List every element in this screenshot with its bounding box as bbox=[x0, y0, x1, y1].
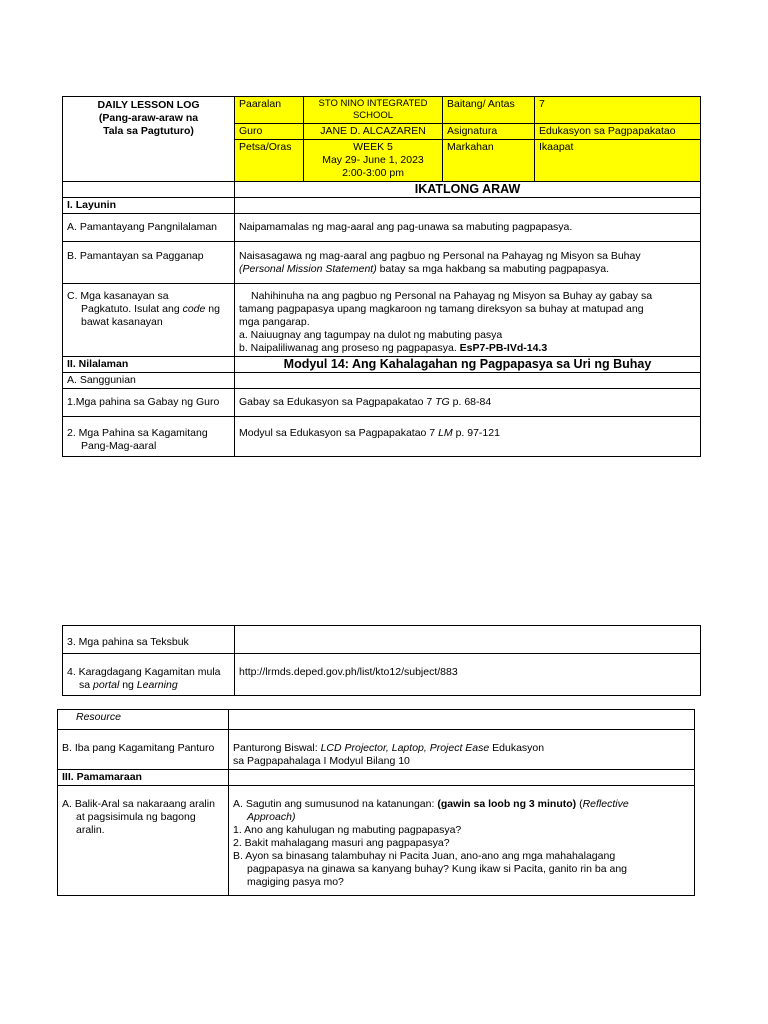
kagamitan-value bbox=[235, 417, 701, 457]
balik-line-1: A. Balik-Aral sa nakaraang aralin bbox=[62, 798, 215, 810]
pangnilalaman-label bbox=[63, 214, 235, 242]
kagamitan-value-italic: LM bbox=[438, 427, 453, 439]
iba-label-text: B. Iba pang Kagamitang Panturo bbox=[62, 742, 215, 754]
kasanayan-label bbox=[63, 284, 235, 357]
kasanayan-value bbox=[235, 284, 701, 357]
kagamitan-label bbox=[63, 417, 235, 457]
kasanayan-line-2b: ng bbox=[205, 303, 220, 315]
kasanayan-line-2 bbox=[67, 303, 230, 316]
question-b-line-2: pagpapasya na ginawa sa kanyang buhay? Kung ikaw si Pacita, ganito rin ba ang bbox=[247, 863, 628, 875]
guro-label: Guro bbox=[235, 124, 304, 140]
markahan-value: Ikaapat bbox=[535, 140, 701, 182]
balik-label bbox=[58, 786, 229, 896]
asignatura-value: Edukasyon sa Pagpapakatao bbox=[535, 124, 701, 140]
karagdagan-label bbox=[63, 654, 235, 696]
pangnilalaman-value-text: Naipamamalas ng mag-aaral ang pag-unawa sa mabuting pagpapasya. bbox=[239, 221, 573, 233]
question-1: 1. Ano ang kahulugan ng mabuting pagpapasya? bbox=[233, 824, 462, 836]
pagganap-label bbox=[63, 242, 235, 284]
paaralan-label: Paaralan bbox=[235, 97, 304, 124]
pangnilalaman-value bbox=[235, 214, 701, 242]
balik-a-paren: ( bbox=[576, 798, 583, 810]
kasanayan-value-line-1: Nahihinuha na ang pagbuo ng Personal na Pahayag ng Misyon sa Buhay ay gabay sa bbox=[251, 290, 653, 302]
procedure-table bbox=[57, 709, 695, 896]
kasanayan-value-b bbox=[239, 342, 696, 355]
iba-value-line-1 bbox=[233, 742, 690, 755]
gabay-value-b: p. 68-84 bbox=[449, 396, 492, 408]
balik-a-italic1: Reflective bbox=[582, 798, 629, 810]
pagganap-line-1: Naisasagawa ng mag-aaral ang pagbuo ng Personal na Pahayag ng Misyon sa Buhay bbox=[239, 250, 641, 262]
kasanayan-code: EsP7-PB-IVd-14.3 bbox=[459, 342, 548, 354]
karagdagan-l2a: sa bbox=[79, 679, 94, 691]
kasanayan-code-italic: code bbox=[182, 303, 206, 315]
karagdagan-l2b: ng bbox=[119, 679, 137, 691]
layunin-label: I. Layunin bbox=[63, 198, 235, 214]
kasanayan-line-1: C. Mga kasanayan sa bbox=[67, 290, 169, 302]
karagdagan-line-2 bbox=[67, 679, 230, 692]
pagganap-line-2 bbox=[239, 263, 696, 276]
iba-value-b: Edukasyon bbox=[489, 742, 545, 754]
kasanayan-value-line-2: tamang pagpapasya upang magkaroon ng tamang direksyon sa buhay at matupad ang bbox=[239, 303, 644, 315]
pagganap-value bbox=[235, 242, 701, 284]
resource-value bbox=[229, 710, 695, 730]
lesson-log-table bbox=[62, 96, 701, 457]
title-line-2: (Pang-araw-araw na bbox=[98, 112, 199, 124]
balik-line-3: aralin. bbox=[76, 824, 105, 836]
pangnilalaman-label-text: A. Pamantayang Pangnilalaman bbox=[67, 221, 218, 233]
teksbuk-label bbox=[63, 626, 235, 654]
asignatura-label: Asignatura bbox=[443, 124, 535, 140]
pagganap-label-text: B. Pamantayan sa Pagganap bbox=[67, 250, 204, 262]
modyul-title: Modyul 14: Ang Kahalagahan ng Pagpapasya sa Uri ng Buhay bbox=[235, 357, 701, 373]
kagamitan-value-b: p. 97-121 bbox=[452, 427, 500, 439]
kasanayan-value-b-text: b. Naipaliliwanag ang proseso ng pagpapasya. bbox=[239, 342, 460, 354]
markahan-label: Markahan bbox=[443, 140, 535, 182]
gabay-label-text: 1.Mga pahina sa Gabay ng Guro bbox=[67, 396, 220, 408]
gabay-value-italic: TG bbox=[435, 396, 450, 408]
petsa-value bbox=[304, 140, 443, 182]
blank-cell bbox=[63, 182, 235, 198]
day-heading: IKATLONG ARAW bbox=[235, 182, 701, 198]
paaralan-value bbox=[304, 97, 443, 124]
question-b-line-3: magiging pasya mo? bbox=[247, 876, 344, 888]
balik-a-line bbox=[233, 798, 690, 811]
paaralan-line-1: STO NINO INTEGRATED bbox=[318, 98, 428, 109]
petsa-line-1: WEEK 5 bbox=[353, 141, 393, 153]
pagganap-line-2-text: batay sa mga hakbang sa mabuting pagpapasya. bbox=[376, 263, 610, 275]
baitang-label: Baitang/ Antas bbox=[443, 97, 535, 124]
petsa-label: Petsa/Oras bbox=[235, 140, 304, 182]
kasanayan-line-2a: Pagkatuto. Isulat ang bbox=[81, 303, 183, 315]
karagdagan-portal: portal bbox=[93, 679, 120, 691]
resource-text: Resource bbox=[76, 711, 121, 723]
guro-value: JANE D. ALCAZAREN bbox=[304, 124, 443, 140]
iba-value-line-2: sa Pagpapahalaga I Modyul Bilang 10 bbox=[233, 755, 410, 767]
iba-value-italic: LCD Projector, Laptop, Project Ease bbox=[320, 742, 490, 754]
kagamitan-value-a: Modyul sa Edukasyon sa Pagpapakatao 7 bbox=[239, 427, 439, 439]
balik-value bbox=[229, 786, 695, 896]
teksbuk-label-text: 3. Mga pahina sa Teksbuk bbox=[67, 635, 189, 648]
paaralan-line-2: SCHOOL bbox=[352, 110, 394, 121]
pamamaraan-label: III. Pamamaraan bbox=[58, 770, 229, 786]
kasanayan-value-a: a. Naiuugnay ang tagumpay na dulot ng mabuting pasya bbox=[239, 329, 503, 341]
balik-a-italic2: Approach) bbox=[247, 811, 296, 823]
iba-value-a: Panturong Biswal: bbox=[233, 742, 321, 754]
pamamaraan-value bbox=[229, 770, 695, 786]
kagamitan-line-2: Pang-Mag-aaral bbox=[81, 440, 157, 452]
karagdagan-learning: Learning bbox=[136, 679, 178, 691]
resources-table bbox=[62, 625, 701, 696]
karagdagan-value bbox=[235, 654, 701, 696]
baitang-value: 7 bbox=[535, 97, 701, 124]
balik-a-bold: (gawin sa loob ng 3 minuto) bbox=[437, 798, 577, 810]
teksbuk-value bbox=[235, 626, 701, 654]
balik-a-prefix: A. Sagutin ang sumusunod na katanungan: bbox=[233, 798, 438, 810]
layunin-value bbox=[235, 198, 701, 214]
petsa-line-3: 2:00-3:00 pm bbox=[342, 167, 404, 179]
title-line-3: Tala sa Pagtuturo) bbox=[103, 125, 194, 137]
title-line-1: DAILY LESSON LOG bbox=[97, 99, 200, 111]
petsa-line-2: May 29- June 1, 2023 bbox=[322, 154, 424, 166]
iba-value bbox=[229, 730, 695, 770]
kasanayan-line-3: bawat kasanayan bbox=[81, 316, 163, 328]
nilalaman-label: II. Nilalaman bbox=[63, 357, 235, 373]
resource-label bbox=[58, 710, 229, 730]
sanggunian-value bbox=[235, 373, 701, 389]
kasanayan-value-line-3: mga pangarap. bbox=[239, 316, 310, 328]
question-b-line-1: B. Ayon sa binasang talambuhay ni Pacita Juan, ano-ano ang mga mahahalagang bbox=[233, 850, 616, 862]
kagamitan-line-1: 2. Mga Pahina sa Kagamitang bbox=[67, 427, 208, 439]
question-2: 2. Bakit mahalagang masuri ang pagpapasya? bbox=[233, 837, 450, 849]
pagganap-italic: (Personal Mission Statement) bbox=[239, 263, 377, 275]
karagdagan-line-1: 4. Karagdagang Kagamitan mula bbox=[67, 666, 221, 678]
sanggunian-label: A. Sanggunian bbox=[63, 373, 235, 389]
gabay-value bbox=[235, 389, 701, 417]
gabay-value-a: Gabay sa Edukasyon sa Pagpapakatao 7 bbox=[239, 396, 436, 408]
balik-line-2: at pagsisimula ng bagong bbox=[76, 811, 196, 823]
lrmds-link[interactable]: http://lrmds.deped.gov.ph/list/kto12/subject/883 bbox=[239, 666, 458, 678]
gabay-label bbox=[63, 389, 235, 417]
title-cell bbox=[63, 97, 235, 182]
iba-label bbox=[58, 730, 229, 770]
